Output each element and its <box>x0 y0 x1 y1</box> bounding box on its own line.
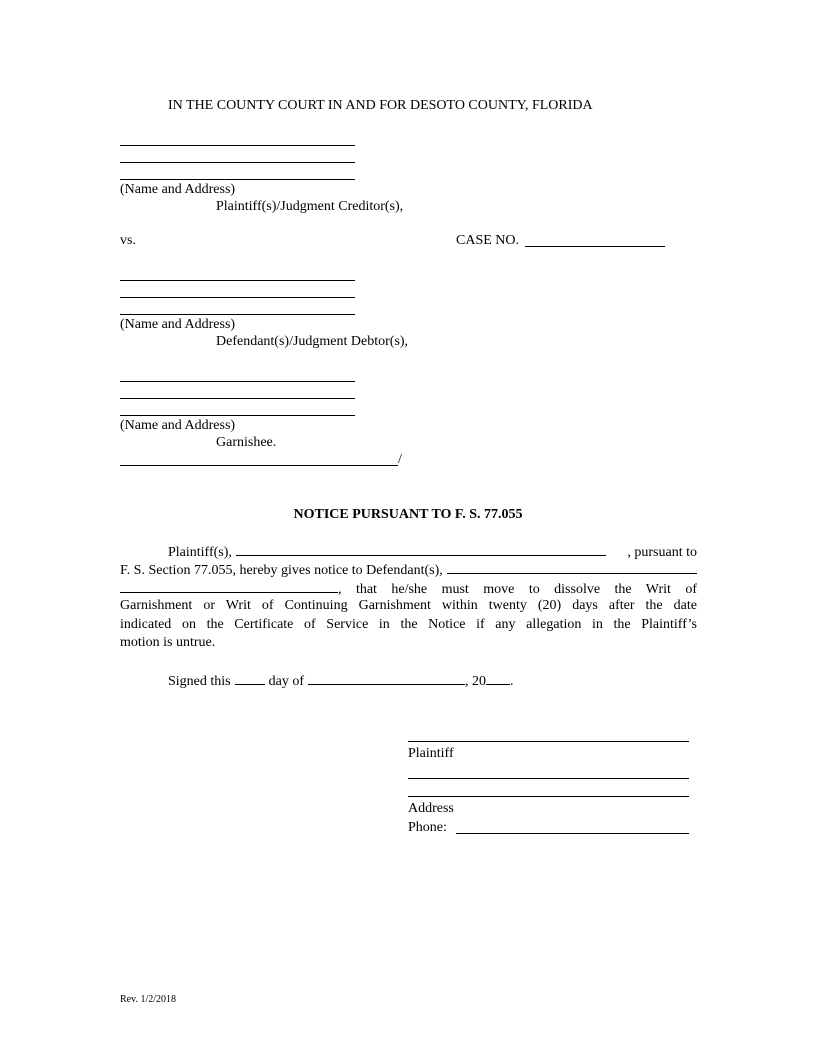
court-header: IN THE COUNTY COURT IN AND FOR DESOTO COUNTY, FLORIDA <box>168 98 593 113</box>
body-line-1 <box>120 542 697 560</box>
garnishee-name-line-3[interactable] <box>120 415 355 416</box>
plaintiff-name-line-2[interactable] <box>120 162 355 163</box>
caption-end-rule <box>120 465 398 466</box>
address-label: Address <box>408 801 454 816</box>
garnishee-name-address-label: (Name and Address) <box>120 418 236 433</box>
signed-day-blank[interactable] <box>235 671 265 685</box>
defendant-name-line-1[interactable] <box>120 280 355 281</box>
body-line-5: indicated on the Certificate of Service in the Notice if any allegation in the Plaintiff’s <box>120 617 697 632</box>
versus-label: vs. <box>120 233 136 248</box>
body-pursuant-to: , pursuant to <box>627 545 697 560</box>
plaintiff-name-line-1[interactable] <box>120 145 355 146</box>
body-section-text: F. S. Section 77.055, hereby gives notice to Defendant(s), <box>120 563 443 578</box>
phone-field[interactable] <box>456 833 689 834</box>
signed-line <box>168 671 514 690</box>
day-of-label: day of <box>268 674 305 689</box>
body-line-3 <box>120 579 697 597</box>
case-number-label: CASE NO. <box>456 233 520 248</box>
body-line-2 <box>120 560 697 578</box>
plaintiff-role-label: Plaintiff(s)/Judgment Creditor(s), <box>216 199 404 214</box>
plaintiff-name-blank[interactable] <box>236 542 606 556</box>
plaintiff-name-address-label: (Name and Address) <box>120 182 236 197</box>
address-line-2[interactable] <box>408 796 689 797</box>
defendant-name-address-label: (Name and Address) <box>120 317 236 332</box>
plaintiff-signature-line[interactable] <box>408 741 689 742</box>
defendant-name-line-3[interactable] <box>120 314 355 315</box>
plaintiff-name-line-3[interactable] <box>120 179 355 180</box>
notice-title: NOTICE PURSUANT TO F. S. 77.055 <box>293 507 523 522</box>
defendant-name-blank-2[interactable] <box>120 579 338 593</box>
signed-this-label: Signed this <box>168 674 231 689</box>
body-move-to-dissolve: , that he/she must move to dissolve the Writ of <box>338 582 697 597</box>
body-line-6: motion is untrue. <box>120 635 216 650</box>
caption-end-slash: / <box>398 452 402 467</box>
defendant-name-line-2[interactable] <box>120 297 355 298</box>
signed-month-blank[interactable] <box>308 671 465 685</box>
garnishee-name-line-1[interactable] <box>120 381 355 382</box>
body-line-4: Garnishment or Writ of Continuing Garnishment within twenty (20) days after the date <box>120 598 697 613</box>
address-line-1[interactable] <box>408 778 689 779</box>
phone-label: Phone: <box>408 820 447 835</box>
year-prefix: , 20 <box>465 674 487 689</box>
body-plaintiff-label: Plaintiff(s), <box>168 545 232 560</box>
plaintiff-signature-label: Plaintiff <box>408 746 454 761</box>
defendant-name-blank-1[interactable] <box>447 560 697 574</box>
garnishee-name-line-2[interactable] <box>120 398 355 399</box>
defendant-role-label: Defendant(s)/Judgment Debtor(s), <box>216 334 409 349</box>
garnishee-role-label: Garnishee. <box>216 435 277 450</box>
signed-year-blank[interactable] <box>486 671 510 685</box>
signed-period: . <box>510 674 514 689</box>
revision-date: Rev. 1/2/2018 <box>120 994 177 1005</box>
case-number-field[interactable] <box>525 246 665 247</box>
